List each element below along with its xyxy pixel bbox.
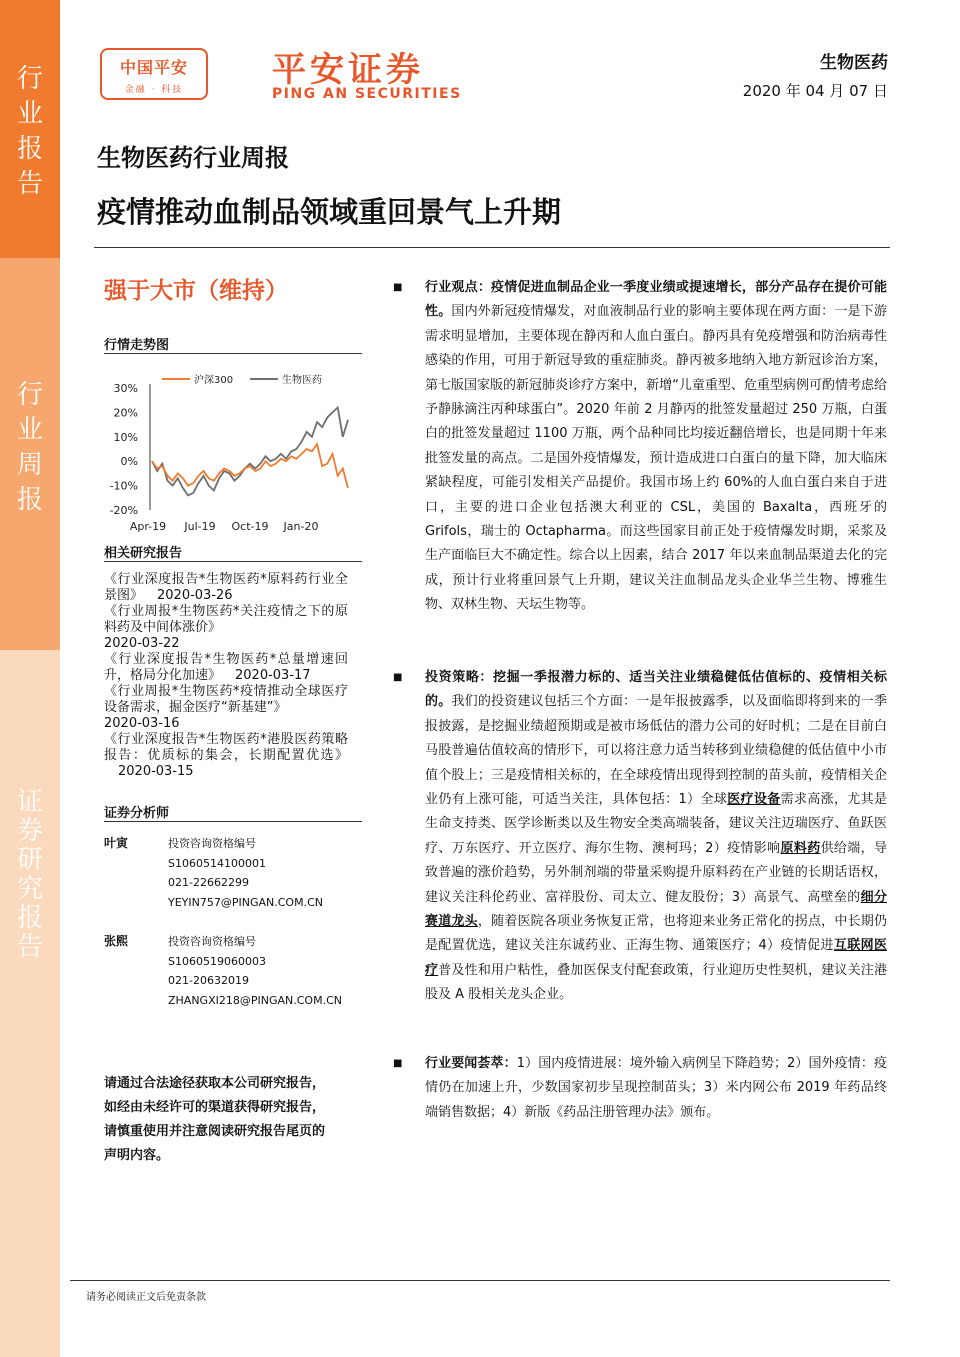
series-line-0 xyxy=(152,444,348,488)
y-tick-label: -10% xyxy=(109,479,138,493)
related-section-divider xyxy=(104,561,362,562)
related-report[interactable]: 《行业深度报告*生物医药*原料药行业全景图》 2020-03-26 xyxy=(104,572,348,603)
highlight-segment-leaders: 细分赛道龙头 xyxy=(425,889,887,930)
analyst-phone: 021-20632019 xyxy=(168,974,249,987)
header-divider xyxy=(94,247,890,248)
chart-section-divider xyxy=(104,353,362,354)
price-trend-chart xyxy=(100,364,350,540)
analyst-phone: 021-22662299 xyxy=(168,876,249,889)
x-tick-label: Jan-20 xyxy=(283,520,319,533)
report-date: 2020 年 04 月 07 日 xyxy=(742,82,888,100)
sidebar-label-2: 行 业 周 报 xyxy=(16,380,43,515)
related-report[interactable]: 《行业周报*生物医药*疫情推动全球医疗设备需求，掘金医疗“新基建”》 2020-03-16 xyxy=(104,684,348,731)
sidebar-block-2 xyxy=(0,258,60,650)
y-tick-label: 20% xyxy=(113,406,138,420)
related-report[interactable]: 《行业深度报告*生物医药*港股医药策略报告：优质标的集会，长期配置优选》2020-03-15 xyxy=(104,732,348,779)
disclaimer-notice: 请通过合法途径获取本公司研究报告，如经由未经许可的渠道获得研究报告，请慎重使用并注意阅读研究报告尾页的声明内容。 xyxy=(104,1076,326,1163)
analyst-qual-label: 投资咨询资格编号 xyxy=(168,935,256,948)
analyst-email[interactable]: ZHANGXI218@PINGAN.COM.CN xyxy=(168,993,342,1007)
analyst-qual-label: 投资咨询资格编号 xyxy=(168,837,256,850)
footer-text: 请务必阅读正文后免责条款 xyxy=(86,1292,206,1303)
y-tick-label: -20% xyxy=(109,504,138,517)
strategy-text: 我们的投资建议包括三个方面：一是年报披露季，以及面临即将到来的一季报披露，是挖掘业绩超预期或是被市场低估的潜力公司的好时机；二是在目前白马股普遍估值较高的情形下，可以将注意力适当转移到业绩稳健的低估值中小市值个股上；三是疫情相关标的，在全球疫情出现得到控制的苗头前，疫情相关企业仍有上涨可能，可适当关注，具体包括：1）全球 xyxy=(425,694,887,808)
logo-text: 中国平安 xyxy=(119,58,188,77)
strategy-paragraph xyxy=(393,666,887,1008)
sidebar-label-3: 证 券 研 究 报 告 xyxy=(16,787,43,962)
industry-view-text: 国内外新冠疫情爆发，对血液制品行业的影响主要体现在两方面：一是下游需求明显增加，主要体现在静丙和人血白蛋白。静丙具有免疫增强和防治病毒性感染的作用，可用于新冠导致的重症肺炎。静丙被多地纳入地方新冠诊治方案，第七版国家版的新冠肺炎诊疗方案中，新增“儿童重型、危重型病例可酌情考虑给予静脉滴注丙种球蛋白”。2020 年前 2 月静丙的批签发量超过 250 万瓶，白蛋白的批签发量超过 1100 万瓶，两个品种同比均接近翻倍增长，也是同期十年来批签发量的高点。二是国外疫情爆发，预计造成进口白蛋白的量下降，加大临床紧缺程度，可能引发相关产品提价。我国市场上约 60%的人血白蛋白来自于进口，主要的进口企业包括澳大利亚的 CSL，美国的 Baxalta，西班牙的 Grifols，瑞士的 Octapharma。而这些国家目前正处于疫情爆发时期，采浆及生产面临巨大不确定性。综合以上因素，结合 2017 年以来血制品渠道去化的完成，预计行业将重回景气上升期，建议关注血制品龙头企业华兰生物、博雅生物、双林生物、天坛生物等。 xyxy=(425,304,887,613)
strategy-text: 需求高涨，尤其是生命支持类、医学诊断类以及生物安全类高端装备，建议关注迈瑞医疗、鱼跃医疗、万东医疗、开立医疗、海尔生物、澳柯玛；2）疫情影响 xyxy=(425,792,887,856)
highlight-internet-medical: 互联网医疗 xyxy=(425,938,887,978)
related-report[interactable]: 《行业周报*生物医药*关注疫情之下的原料药及中间体涨价》 2020-03-22 xyxy=(104,604,348,651)
pingan-logo xyxy=(100,48,208,100)
logo-subtext: 金融 · 科技 xyxy=(124,85,184,95)
highlight-medical-devices: 医疗设备 xyxy=(727,792,781,808)
strategy-text: 供给端，导致普遍的涨价趋势，另外制剂端的带量采购提升原料药在产业链的长期话语权，建议关注科伦药业、富祥股份、司太立、健友股份；3）高景气、高壁垒的 xyxy=(425,840,887,905)
bullet-icon: ■ xyxy=(393,282,403,293)
analyst-qual-id: S1060514100001 xyxy=(168,856,266,870)
y-tick-label: 30% xyxy=(113,382,138,395)
x-tick-label: Oct-19 xyxy=(231,520,269,533)
bullet-icon: ■ xyxy=(393,1058,403,1069)
sidebar-label-1: 行 业 报 告 xyxy=(16,64,43,199)
related-report[interactable]: 《行业深度报告*生物医药*总量增速回升，格局分化加速》 2020-03-17 xyxy=(104,652,348,683)
footer-divider xyxy=(70,1280,890,1281)
analyst-qual-id: S1060519060003 xyxy=(168,954,266,968)
industry-view-paragraph xyxy=(393,276,887,618)
strategy-text: ，随着医院各项业务恢复正常，也将迎来业务正常化的拐点，中长期仍是配置优选，建议关注东诚药业、正海生物、通策医疗；4）疫情促进 xyxy=(425,914,887,954)
legend-label: 生物医药 xyxy=(282,375,322,386)
strategy-heading: 投资策略：挖掘一季报潜力标的、适当关注业绩稳健低估值标的、疫情相关标的。 xyxy=(425,670,887,710)
analyst-name: 张熙 xyxy=(104,934,129,948)
y-tick-label: 10% xyxy=(113,430,138,444)
analyst-section-title: 证券分析师 xyxy=(104,806,170,821)
analyst-email[interactable]: YEYIN757@PINGAN.COM.CN xyxy=(168,895,323,909)
highlight-api: 原料药 xyxy=(780,840,821,856)
strategy-text: 普及性和用户粘性，叠加医保支付配套政策，行业迎历史性契机，建议关注港股及 A 股相关龙头企业。 xyxy=(425,962,887,1003)
chart-section-title: 行情走势图 xyxy=(104,338,170,353)
bullet-icon: ■ xyxy=(393,672,403,683)
news-paragraph xyxy=(393,1052,887,1125)
analyst-name: 叶寅 xyxy=(104,836,129,850)
analyst-section-divider xyxy=(104,821,362,822)
related-reports-list xyxy=(104,572,348,780)
sector-label: 生物医药 xyxy=(820,53,888,73)
x-tick-label: Apr-19 xyxy=(129,520,167,533)
sidebar-block-1 xyxy=(0,0,60,258)
related-section-title: 相关研究报告 xyxy=(104,546,183,561)
y-tick-label: 0% xyxy=(120,455,138,469)
brand-name-cn: 平安证券 xyxy=(272,50,424,90)
legend-label: 沪深300 xyxy=(194,375,234,386)
report-type: 生物医药行业周报 xyxy=(97,144,289,172)
x-tick-label: Jul-19 xyxy=(184,520,216,533)
rating: 强于大市（维持） xyxy=(104,278,288,304)
news-text: 1）国内疫情进展：境外输入病例呈下降趋势；2）国外疫情：疫情仍在加速上升，少数国家初步呈现控制苗头；3）米内网公布 2019 年药品终端销售数据；4）新版《药品注册管理办法》颁布。 xyxy=(425,1056,887,1120)
news-heading: 行业要闻荟萃： xyxy=(425,1056,517,1071)
sidebar-block-3 xyxy=(0,650,60,1357)
brand-name-en: PING AN SECURITIES xyxy=(272,86,462,102)
report-title: 疫情推动血制品领域重回景气上升期 xyxy=(97,195,562,229)
industry-view-heading: 行业观点：疫情促进血制品企业一季度业绩或提速增长，部分产品存在提价可能性。 xyxy=(425,280,887,320)
